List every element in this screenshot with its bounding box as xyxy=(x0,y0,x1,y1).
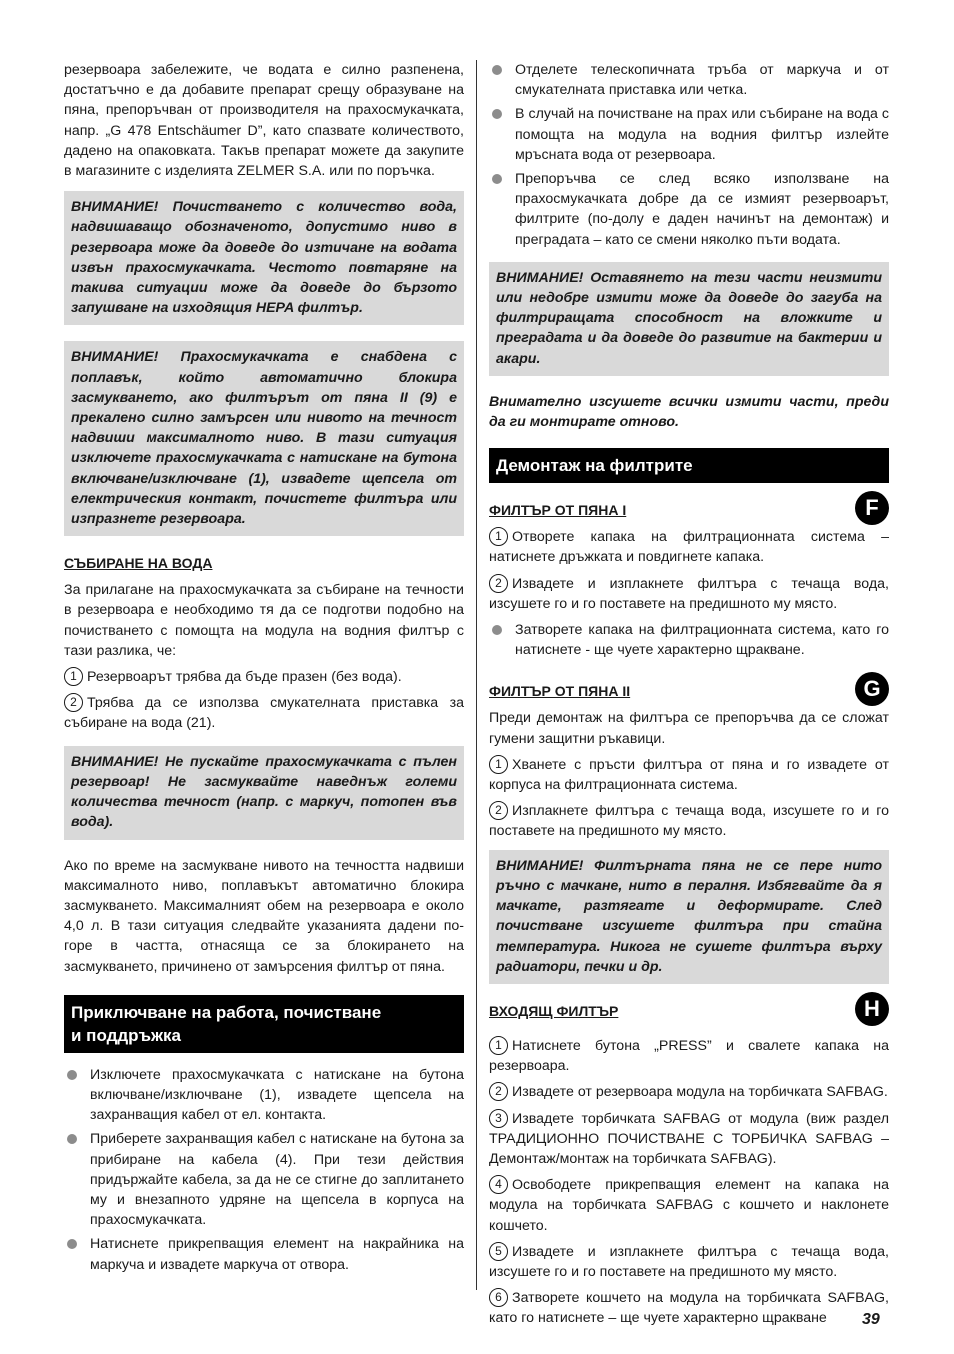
warning-box-1: ВНИМАНИЕ! Почистването с количество вода, надвишаващо обозначеното, допустимо ниво в резервоара може да доведе до изтичане на водата извън прахосмукачката. Честото повтаряне на такива ситуации може да доведе до бързото запушване на изходящия HEPA филтър. xyxy=(64,191,464,325)
column-divider xyxy=(476,60,477,1290)
warning-box-5: ВНИМАНИЕ! Филтърната пяна не се пере нито ръчно с мачкане, нито в пералня. Избягвайте да я мачкате, разтягате и деформирате. След почистване изсушете филтъра при стайна температура. Никога не сушете филтъра върху радиатори, печки и др. xyxy=(489,850,889,984)
inlet-step: 5 Извадете и изплакнете филтъра с течаща вода, изсушете го и го поставете на предишното му място. xyxy=(489,1243,889,1280)
foam2-step: 1 Хванете с пръсти филтъра от пяна и го извадете от корпуса на филтрационната система. xyxy=(489,756,889,794)
list-item: В случай на почистване на прах или събиране на вода с помощта на модула на водния филтър излейте мръсната вода от резервоара. xyxy=(489,104,889,165)
inlet-step: 3 Извадете торбичката SAFBAG от модула (виж раздел ТРАДИЦИОННО ПОЧИСТВАНЕ С ТОРБИЧКА SAFBAG – Демонтаж/монтаж на торбичката SAFBAG). xyxy=(489,1110,889,1167)
foam-filter-2-heading: ФИЛТЪР ОТ ПЯНА II G xyxy=(489,680,889,702)
inlet-filter-heading: ВХОДЯЩ ФИЛТЪР H xyxy=(489,1000,889,1022)
inlet-step: 1 Натиснете бутона „PRESS” и свалете капака на резервоара. xyxy=(489,1037,889,1075)
warning-box-2: ВНИМАНИЕ! Прахосмукачката е снабдена с поплавък, който автоматично блокира засмукването, ако филтърът от пяна II (9) е прекалено силно замърсен или нивото на течност надвиши максималното ниво. В тази ситуация изключете прахосмукачката с натискане на бутона включване/изключване (1), извадете щепсела от електрическия контакт, почистете филтъра или изпразнете резервоара. xyxy=(64,341,464,536)
inlet-step: 4 Освободете прикрепващия елемент на капака на модула на торбичката SAFBAG с кошчето и наклонете кошчето. xyxy=(489,1177,889,1234)
list-item: Затворете капака на филтрационната система, като го натиснете - ще чуете характерно щракване. xyxy=(489,620,889,660)
water-collection-heading: СЪБИРАНЕ НА ВОДА xyxy=(64,555,213,572)
foam1-step: 1 Отворете капака на филтрационната система – натиснете дръжката и повдигнете капака. xyxy=(489,529,889,566)
float-paragraph: Ако по време на засмукване нивото на течността надвиши максималното ниво, поплавъкът автоматично блокира засмукването. Максималният обем на резервоара е около 4,0 л. В тази ситуация следвайте указанията дадени по-горе в частта, отнасяща се за блокирането на засмукването, причинено от замърсения филтър от пяна. xyxy=(64,857,464,975)
inlet-step: 6 Затворете кошчето на модула на торбичката SAFBAG, като го натиснете – ще чуете характерно щракване xyxy=(489,1290,889,1327)
step-number-badge: 1 xyxy=(489,1036,508,1055)
figure-letter-g-icon: G xyxy=(855,672,889,706)
figure-letter-f-icon: F xyxy=(855,491,889,525)
foam2-step: 2 Изплакнете филтъра с течаща вода, изсушете го и го поставете на предишното му място. xyxy=(489,803,889,840)
bullet-icon xyxy=(492,65,502,75)
list-item: Изключете прахосмукачката с натискане на бутона включване/изключване (1), извадете щепсела на захранващия кабел от ел. контакта. xyxy=(64,1065,464,1126)
warning-box-4: ВНИМАНИЕ! Оставянето на тези части неизмити или недобре измити може да доведе до загуба на филтриращата способност на вложките и преградата и да доведе до развитие на бактерии и акари. xyxy=(489,262,889,376)
step-number-badge: 3 xyxy=(489,1109,508,1128)
intro-paragraph: резервоара забележите, че водата е силно разпенена, достатъчно е да добавите препарат срещу образуване на пяна, препоръчван от производителя на прахосмукачката, напр. „G 478 Entschäumer D”, като спазвате количеството, дадено на опаковката. Такъв препарат можете да закупите в магазините с изделията ZELMER S.A. или по поръчка. xyxy=(64,62,464,180)
bullet-icon xyxy=(492,109,502,119)
step-number-badge: 1 xyxy=(489,755,508,774)
water-intro: За прилагане на прахосмукачката за събиране на течности в резервоара е необходимо тя да се подготви подобно на почистването с помощта на модула на водния филтър с тази разлика, че: xyxy=(64,582,464,659)
warning-box-3: ВНИМАНИЕ! Не пускайте прахосмукачката с пълен резервоар! Не засмуквайте наведнъж големи количества течност (напр. с маркуч, потопен във вода). xyxy=(64,746,464,840)
step-number-badge: 5 xyxy=(489,1242,508,1261)
figure-letter-h-icon: H xyxy=(855,992,889,1026)
step-number-badge: 2 xyxy=(489,574,508,593)
list-item: Препоръчва се след всяко използване на прахосмукачката добре да се измият резервоарът, филтрите (по-долу е даден начинът на демонтаж) и преградата – като се смени няколко пъти водата. xyxy=(489,169,889,250)
right-column xyxy=(489,60,889,1335)
left-column xyxy=(64,60,464,1279)
bullet-icon xyxy=(67,1134,77,1144)
section-heading-filters: Демонтаж на филтрите xyxy=(489,448,889,483)
step-number-badge: 6 xyxy=(489,1288,508,1307)
list-item: Приберете захранващия кабел с натискане на бутона за прибиране на кабела (4). При тези действия придържайте кабела, за да не се стигне до заплитането му и внезапното удряне на щепсела в корпуса на прахосмукачката. xyxy=(64,1129,464,1230)
bullet-icon xyxy=(67,1239,77,1249)
list-item: Отделете телескопичната тръба от маркуча и от смукателната приставка или четка. xyxy=(489,60,889,100)
step-number-badge: 4 xyxy=(489,1175,508,1194)
foam-filter-1-heading: ФИЛТЪР ОТ ПЯНА I F xyxy=(489,499,889,521)
step-number-badge: 1 xyxy=(489,527,508,546)
bullet-icon xyxy=(492,174,502,184)
water-step: 2 Трябва да се използва смукателната приставка за събиране на вода (21). xyxy=(64,695,464,732)
step-number-badge: 2 xyxy=(489,801,508,820)
inlet-step: 2 Извадете от резервоара модула на торбичката SAFBAG. xyxy=(489,1082,889,1102)
step-number-badge: 2 xyxy=(489,1082,508,1101)
list-item: Натиснете прикрепващия елемент на накрайника на маркуча и извадете маркуча от отвора. xyxy=(64,1234,464,1274)
step-number-badge: 1 xyxy=(64,667,83,686)
dry-note: Внимателно изсушете всички измити части, преди да ги монтирате отново. xyxy=(489,393,889,431)
bullet-icon xyxy=(492,625,502,635)
step-number-badge: 2 xyxy=(64,693,83,712)
water-step: 1 Резервоарът трябва да бъде празен (без вода). xyxy=(64,667,464,687)
foam2-intro: Преди демонтаж на филтъра се препоръчва да се сложат гумени защитни ръкавици. xyxy=(489,710,889,747)
foam1-step: 2 Извадете и изплакнете филтъра с течаща вода, изсушете го и го поставете на предишното му място. xyxy=(489,575,889,612)
bullet-icon xyxy=(67,1070,77,1080)
section-heading-finish: Приключване на работа, почистване и поддръжка xyxy=(64,995,464,1053)
page-number: 39 xyxy=(862,1311,880,1328)
